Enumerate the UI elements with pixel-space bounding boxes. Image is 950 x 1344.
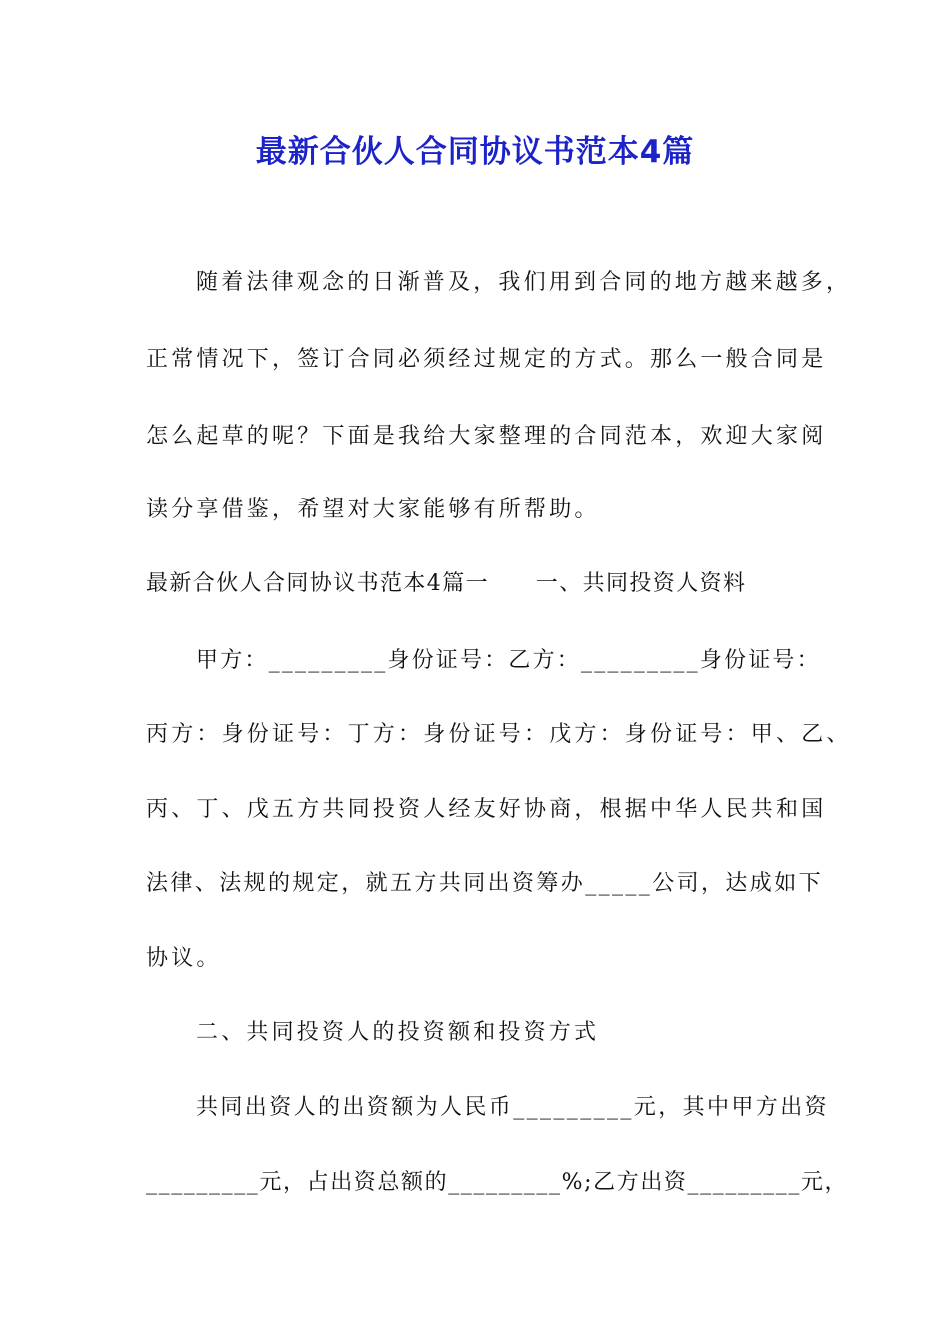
- paragraph-line: 甲方：_________身份证号：乙方：_________身份证号：: [196, 648, 821, 673]
- document-title: 最新合伙人合同协议书范本4篇: [255, 134, 695, 170]
- paragraph-line: 怎么起草的呢？下面是我给大家整理的合同范本，欢迎大家阅: [146, 424, 827, 449]
- paragraph-line: 协议。: [146, 946, 222, 971]
- paragraph-line: 读分享借鉴，希望对大家能够有所帮助。: [146, 497, 600, 522]
- paragraph-line: 丙方：身份证号：丁方：身份证号：戊方：身份证号：甲、乙、: [146, 722, 852, 747]
- section-heading-line: 最新合伙人合同协议书范本4篇一 一、共同投资人资料: [146, 571, 747, 596]
- paragraph-line: 正常情况下，签订合同必须经过规定的方式。那么一般合同是: [146, 347, 827, 372]
- paragraph-line: _________元，占出资总额的_________%;乙方出资_________元，: [146, 1170, 849, 1195]
- paragraph-line: 法律、法规的规定，就五方共同出资筹办_____公司，达成如下: [146, 871, 824, 896]
- paragraph-line: 丙、丁、戊五方共同投资人经友好协商，根据中华人民共和国: [146, 797, 827, 822]
- paragraph-line: 共同出资人的出资额为人民币_________元，其中甲方出资: [196, 1095, 830, 1120]
- paragraph-line: 随着法律观念的日渐普及，我们用到合同的地方越来越多，: [196, 270, 852, 295]
- section-heading-line: 二、共同投资人的投资额和投资方式: [196, 1020, 600, 1045]
